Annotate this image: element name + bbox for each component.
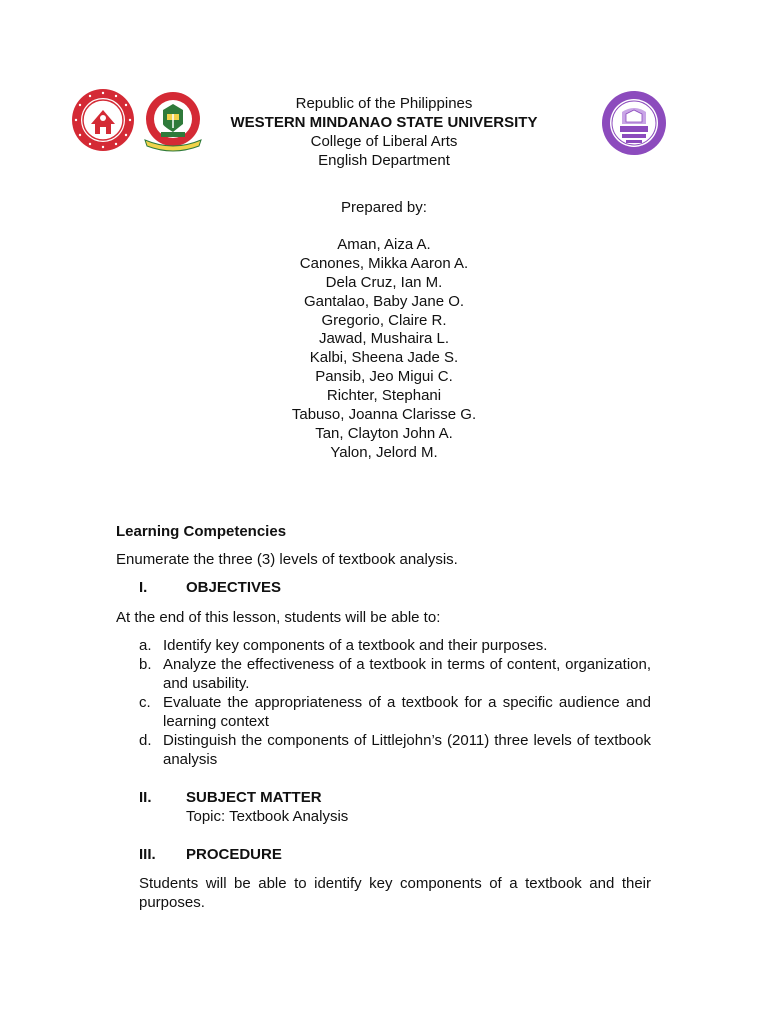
objectives-title: OBJECTIVES	[186, 579, 282, 596]
name-item: Gantalao, Baby Jane O.	[303, 292, 465, 310]
prepared-by-label: Prepared by:	[341, 199, 427, 216]
document-header	[0, 94, 768, 170]
subject-matter-number: II.	[139, 789, 152, 806]
name-item: Jawad, Mushaira L.	[318, 330, 450, 348]
objective-item	[139, 655, 651, 693]
objective-text: Evaluate the appropriateness of a textbook for a specific audience and learning context	[163, 694, 651, 730]
subject-matter-topic: Topic: Textbook Analysis	[186, 808, 349, 825]
objective-marker: c.	[139, 694, 151, 711]
names-list	[0, 236, 768, 463]
name-item: Aman, Aiza A.	[337, 236, 431, 253]
subject-matter-title: SUBJECT MATTER	[186, 789, 322, 806]
objective-text: Distinguish the components of Littlejohn’s (2011) three levels of textbook analysis	[163, 732, 651, 768]
objectives-list	[139, 636, 651, 769]
objective-item	[139, 693, 651, 731]
objective-text: Identify key components of a textbook and their purposes.	[163, 637, 548, 654]
objective-marker: d.	[139, 732, 152, 749]
objective-marker: a.	[139, 637, 152, 654]
name-item: Pansib, Jeo Migui C.	[315, 368, 453, 386]
procedure-title: PROCEDURE	[186, 846, 282, 863]
header-department: English Department	[318, 152, 450, 169]
name-item: Yalon, Jelord M.	[330, 443, 438, 461]
objectives-intro: At the end of this lesson, students will be able to:	[116, 609, 441, 626]
name-item: Canones, Mikka Aaron A.	[299, 254, 469, 272]
name-item: Dela Cruz, Ian M.	[325, 273, 443, 291]
name-item: Kalbi, Sheena Jade S.	[309, 349, 459, 367]
learning-competencies-text: Enumerate the three (3) levels of textbook analysis.	[116, 551, 458, 568]
name-item: Richter, Stephani	[326, 387, 442, 405]
objective-item	[139, 636, 651, 655]
name-item: Gregorio, Claire R.	[321, 311, 447, 329]
header-country: Republic of the Philippines	[295, 95, 473, 112]
objective-marker: b.	[139, 656, 152, 673]
header-college: College of Liberal Arts	[310, 133, 458, 150]
procedure-number: III.	[139, 846, 156, 863]
name-item: Tan, Clayton John A.	[315, 424, 453, 442]
header-university: WESTERN MINDANAO STATE UNIVERSITY	[230, 114, 538, 131]
objective-text: Analyze the effectiveness of a textbook in terms of content, organization, and usability.	[163, 656, 651, 692]
name-item: Tabuso, Joanna Clarisse G.	[291, 406, 477, 424]
objectives-number: I.	[139, 579, 148, 596]
learning-competencies-heading: Learning Competencies	[116, 523, 287, 540]
procedure-text: Students will be able to identify key components of a textbook and their purposes.	[139, 875, 651, 911]
objective-item	[139, 731, 651, 769]
